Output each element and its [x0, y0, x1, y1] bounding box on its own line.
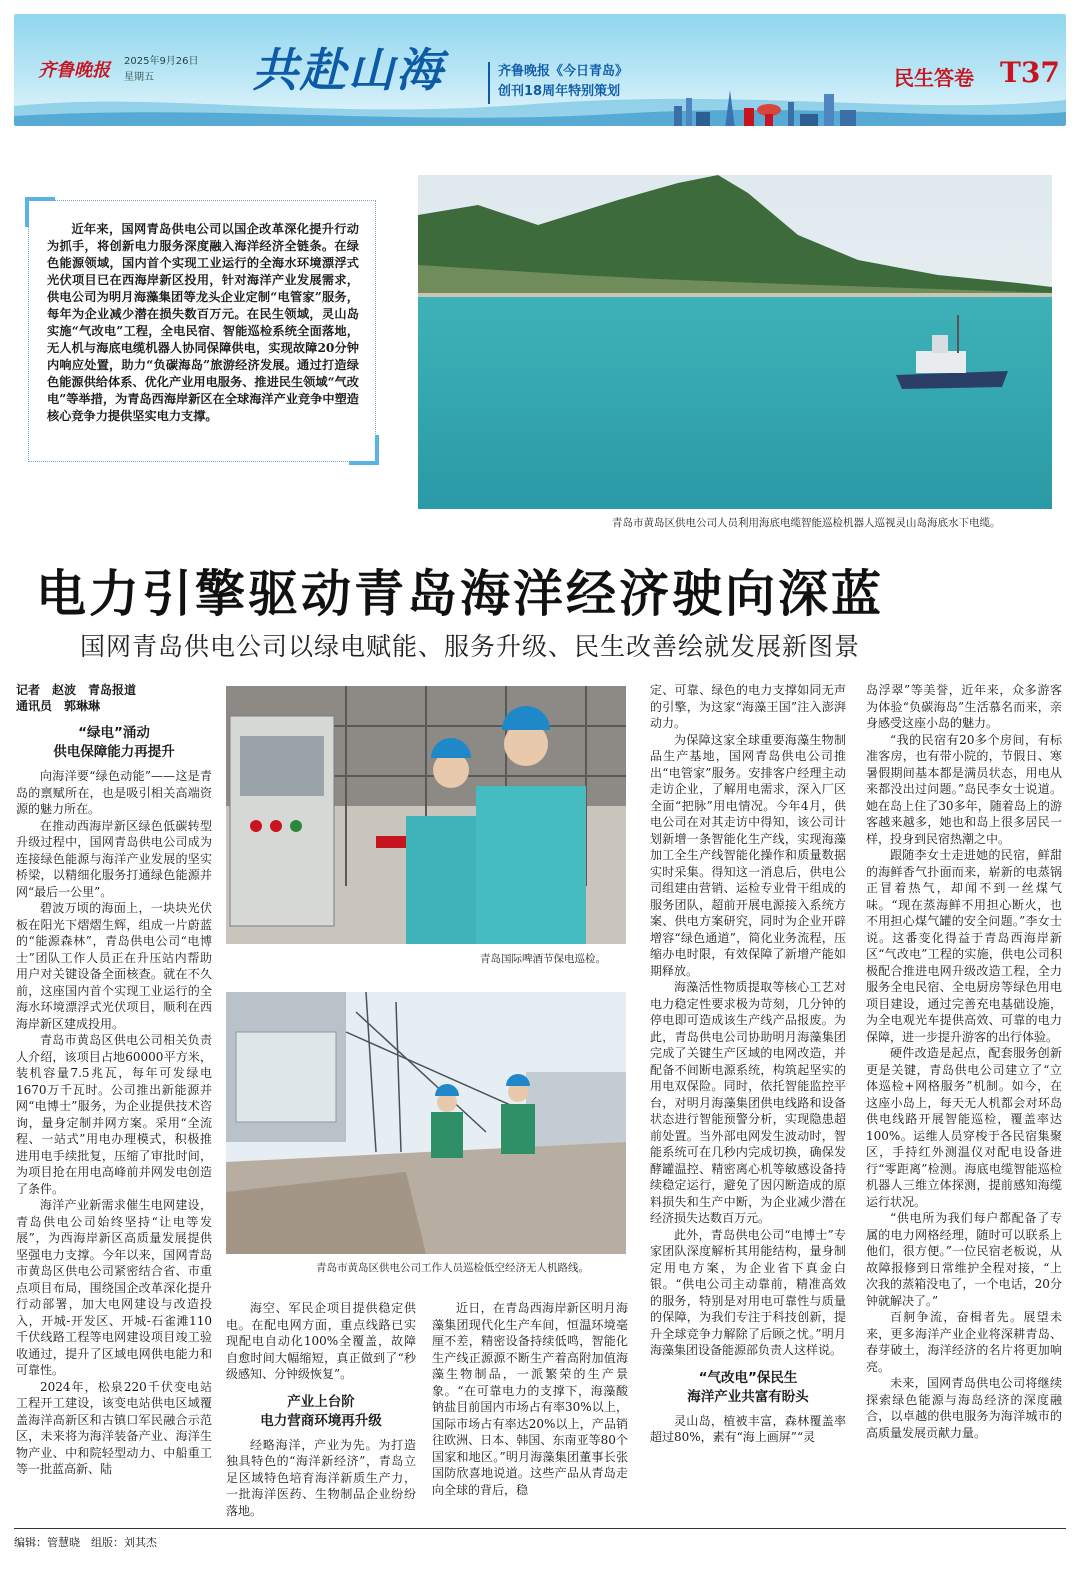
page-number: T37	[1000, 56, 1060, 89]
paragraph: 此外，青岛供电公司“电博士”专家团队深度解析其用能结构，量身制定用电方案，为企业省下真金白银。“供电公司主动靠前，精准高效的服务，特别是对用电可靠性与质量的保障，为我们专注于科技创新，提升全球竞争力解除了后顾之忧。”明月海藻集团设备能源部负责人这样说。	[650, 1227, 846, 1357]
column-5	[866, 682, 1062, 1441]
city-skyline-icon	[664, 84, 864, 126]
lead-summary-box	[28, 200, 376, 462]
divider	[488, 62, 490, 104]
section-heading: 产业上台阶 电力营商环境再升级	[260, 1393, 382, 1429]
paragraph: 百舸争流，奋楫者先。展望未来，更多海洋产业企业将深耕青岛、春芽破土，海洋经济的名片将更加响亮。	[866, 1310, 1062, 1374]
paragraph: 向海洋要“绿色动能”——这是青岛的禀赋所在，也是吸引相关高端资源的魅力所在。	[16, 769, 212, 816]
editor-credits: 编辑：管慧晓 组版：刘其杰	[14, 1536, 157, 1549]
paragraph: 在推动西海岸新区绿色低碳转型升级过程中，国网青岛供电公司成为连接绿色能源与海洋产业发展的坚实桥梁，以精细化服务打通绿色能源并网“最后一公里”。	[16, 818, 212, 899]
paragraph: 灵山岛，植被丰富，森林覆盖率超过80%，素有“海上画屏”“灵	[650, 1413, 846, 1444]
paragraph: 青岛市黄岛区供电公司相关负责人介绍，该项目占地60000平方米，装机容量7.5兆瓦，每年可发绿电1670万千瓦时。公司推出新能源并网“电博士”服务，为企业提供技术咨询，量身定制并网方案。采用“全流程、一站式”用电办理模式，积极推进用电手续批复，压缩了审批时间，为项目抢在用电高峰前并网发电创造了条件。	[16, 1033, 212, 1196]
headline: 电力引擎驱动青岛海洋经济驶向深蓝	[36, 564, 884, 623]
paragraph: 海洋产业新需求催生电网建设，青岛供电公司始终坚持“让电等发展”，为西海岸新区高质量发展提供坚强电力支撑。今年以来，国网青岛市黄岛区供电公司紧密结合省、市重点项目布局，围绕国企改革深化提升行动部署，加大电网建设与改造投入，开城-开发区、开城-石雀滩110千伏线路工程等电网建设项目竣工验收通过，提升了区域电网供电能力和可靠性。	[16, 1198, 212, 1377]
paragraph: 岛浮翠”等美誉，近年来，众多游客为体验“负碳海岛”生活慕名而来，亲身感受这座小岛的魅力。	[866, 683, 1062, 730]
column-4	[650, 682, 846, 1446]
footer-divider	[14, 1528, 1066, 1529]
section-heading: “气改电”保民生 海洋产业共富有盼头	[687, 1369, 809, 1405]
corner-decoration	[349, 435, 379, 465]
photo2-caption: 青岛国际啤酒节保电巡检。	[480, 953, 606, 965]
issue-date: 2025年9月26日 星期五	[124, 56, 199, 83]
paragraph: 海空、军民企项目提供稳定供电。在配电网方面，重点线路已实现配电自动化100%全覆盖，故障自愈时间大幅缩短，真正做到了“秒级感知、分钟级恢复”。	[226, 1301, 416, 1381]
main-photo-caption: 青岛市黄岛区供电公司人员利用海底电缆智能巡检机器人巡视灵山岛海底水下电缆。	[612, 517, 1001, 529]
section-heading: “绿电”涌动 供电保障能力再提升	[53, 725, 175, 760]
column-3	[432, 1300, 628, 1498]
paragraph: 海藻活性物质提取等核心工艺对电力稳定性要求极为苛刻，几分钟的停电即可造成该生产线产品报废。为此，青岛供电公司协助明月海藻集团完成了关键生产区域的电网改造，并配备不间断电源系统，构筑起坚实的用电双保险。同时，依托智能监控平台，对明月海藻集团供电线路和设备状态进行智能预警分析，实现隐患超前处置。当外部电网发生波动时，智能系统可在几秒内完成切换，确保发酵罐温控、精密离心机等敏感设备持续稳定运行，避免了因闪断造成的原料损失和生产中断，为企业减少潜在经济损失达数百万元。	[650, 980, 846, 1225]
correspondent-byline: 通讯员 郭琳琳	[16, 699, 101, 713]
column-1	[16, 682, 212, 1478]
paragraph: “我的民宿有20多个房间，有标准客房，也有带小院的，节假日、寒暑假期间基本都是满员状态，用电从来都没出过问题。”岛民李女士说道。她在岛上住了30多年，随着岛上的游客越来越多，她也和岛上很多居民一样，投身到民宿热潮之中。	[866, 732, 1062, 846]
column-2	[226, 1300, 416, 1519]
reporter-byline: 记者 赵波 青岛报道	[16, 683, 137, 697]
main-photo-island-sea	[418, 175, 1052, 509]
paragraph: 跟随李女士走进她的民宿，鲜甜的海鲜香气扑面而来，崭新的电蒸锅正冒着热气，却闻不到一丝煤气味。“现在蒸海鲜不用担心断火，也不用担心煤气罐的安全问题。”李女士说。这番变化得益于青岛西海岸新区“气改电”工程的实施，供电公司积极配合推进电网升级改造工程，全力服务全电民宿、全电厨房等绿色用电项目建设，通过完善充电基础设施，为全电观光车提供高效、可靠的电力保障，进一步提升游客的出行体验。	[866, 848, 1062, 1044]
paragraph: 未来，国网青岛供电公司将继续探索绿色能源与海岛经济的深度融合，以卓越的供电服务为海洋城市的高质量发展贡献力量。	[866, 1376, 1062, 1440]
paragraph: 为保障这家全球重要海藻生物制品生产基地，国网青岛供电公司推出“电管家”服务。安排客户经理主动走访企业，了解用电需求，深入厂区全面“把脉”用电情况。今年4月，供电公司在对其走访中得知，该公司计划新增一条智能化生产线，实现海藻加工全生产线智能化操作和质量数据实时采集。得知这一消息后，供电公司组建由营销、运检专业骨干组成的服务团队，超前开展电源接入系统方案、供电方案研究，同时为企业开辟增容“绿色通道”，简化业务流程，压缩办电时限，有效保障了新增产能如期释放。	[650, 732, 846, 978]
newspaper-logo: 齐鲁晚报	[38, 60, 110, 81]
paragraph: 经略海洋，产业为先。为打造独具特色的“海洋新经济”，青岛立足区域特色培育海洋新质生产力，一批海洋医药、生物制品企业纷纷落地。	[226, 1437, 416, 1518]
paragraph: 定、可靠、绿色的电力支撑如同无声的引擎，为这家“海藻王国”注入澎湃动力。	[650, 683, 846, 730]
paragraph: 硬件改造是起点，配套服务创新更是关键，青岛供电公司建立了“立体巡检+网格服务”机制。如今，在这座小岛上，每天无人机都会对环岛供电线路开展智能巡检，覆盖率达100%。运维人员穿梭于各民宿集聚区，手持红外测温仪对配电设备进行“零距离”检测。海底电缆智能巡检机器人三维立体探测，提前感知海缆运行状况。	[866, 1046, 1062, 1209]
paragraph: 2024年，松泉220千伏变电站工程开工建设，该变电站供电区域覆盖海洋高新区和古镇口军民融合示范区，未来将为海洋装备产业、海洋生物产业、中和院轻型动力、中船重工等一批蓝高新、陆	[16, 1379, 212, 1476]
corner-decoration	[25, 197, 55, 227]
section-name: 民生答卷	[894, 66, 974, 90]
special-feature-label: 齐鲁晚报《今日青岛》 创刊18周年特别策划	[498, 64, 629, 99]
banner-title: 共赴山海	[252, 43, 444, 97]
photo-beer-festival-inspection	[226, 686, 626, 944]
paragraph: “供电所为我们每户都配备了专属的电力网格经理，随时可以联系上他们，很方便。”一位民宿老板说，从故障报修到日常维护全程对接，“上次我的蒸箱没电了，一个电话，20分钟就解决了。”	[866, 1211, 1062, 1308]
paragraph: 碧波万顷的海面上，一块块光伏板在阳光下熠熠生辉，组成一片蔚蓝的“能源森林”，青岛供电公司“电博士”团队工作人员正在升压站内帮助用户对关键设备全面核查。就在不久前，这座国内首个实现工业运行的全海水环境漂浮式光伏项目，顺利在西海岸新区建成投用。	[16, 901, 212, 1031]
subheadline: 国网青岛供电公司以绿电赋能、服务升级、民生改善绘就发展新图景	[80, 632, 861, 661]
photo3-caption: 青岛市黄岛区供电公司工作人员巡检低空经济无人机路线。	[316, 1262, 589, 1274]
lead-text: 近年来，国网青岛供电公司以国企改革深化提升行动为抓手，将创新电力服务深度融入海洋经济全链条。在绿色能源领域，国内首个实现工业运行的全海水环境漂浮式光伏项目已在西海岸新区投用，针对海洋产业发展需求，供电公司为明月海藻集团等龙头企业定制“电管家”服务，每年为企业减少潜在损失数百万元。在民生领域，灵山岛实施“气改电”工程，全电民宿、智能巡检系统全面落地，无人机与海底电缆机器人协同保障供电，实现故障20分钟内响应处置，助力“负碳海岛”旅游经济发展。通过打造绿色能源供给体系、优化产业用电服务、推进民生领域“气改电”等举措，为青岛西海岸新区在全球海洋产业竞争中塑造核心竞争力提供坚实电力支撑。	[47, 222, 359, 423]
paragraph: 近日，在青岛西海岸新区明月海藻集团现代化生产车间，恒温环境毫厘不差，精密设备持续低鸣，智能化生产线正源源不断生产着高附加值海藻生物制品，一派繁荣的生产景象。“在可靠电力的支撑下，海藻酸钠盐目前国内市场占有率30%以上，国际市场占有率达20%以上，产品销往欧洲、日本、韩国、东南亚等80个国家和地区。”明月海藻集团董事长张国防欣喜地说道。这些产品从青岛走向全球的背后，稳	[432, 1301, 628, 1497]
photo-drone-route-inspection	[226, 992, 626, 1254]
header-banner	[14, 14, 1066, 126]
